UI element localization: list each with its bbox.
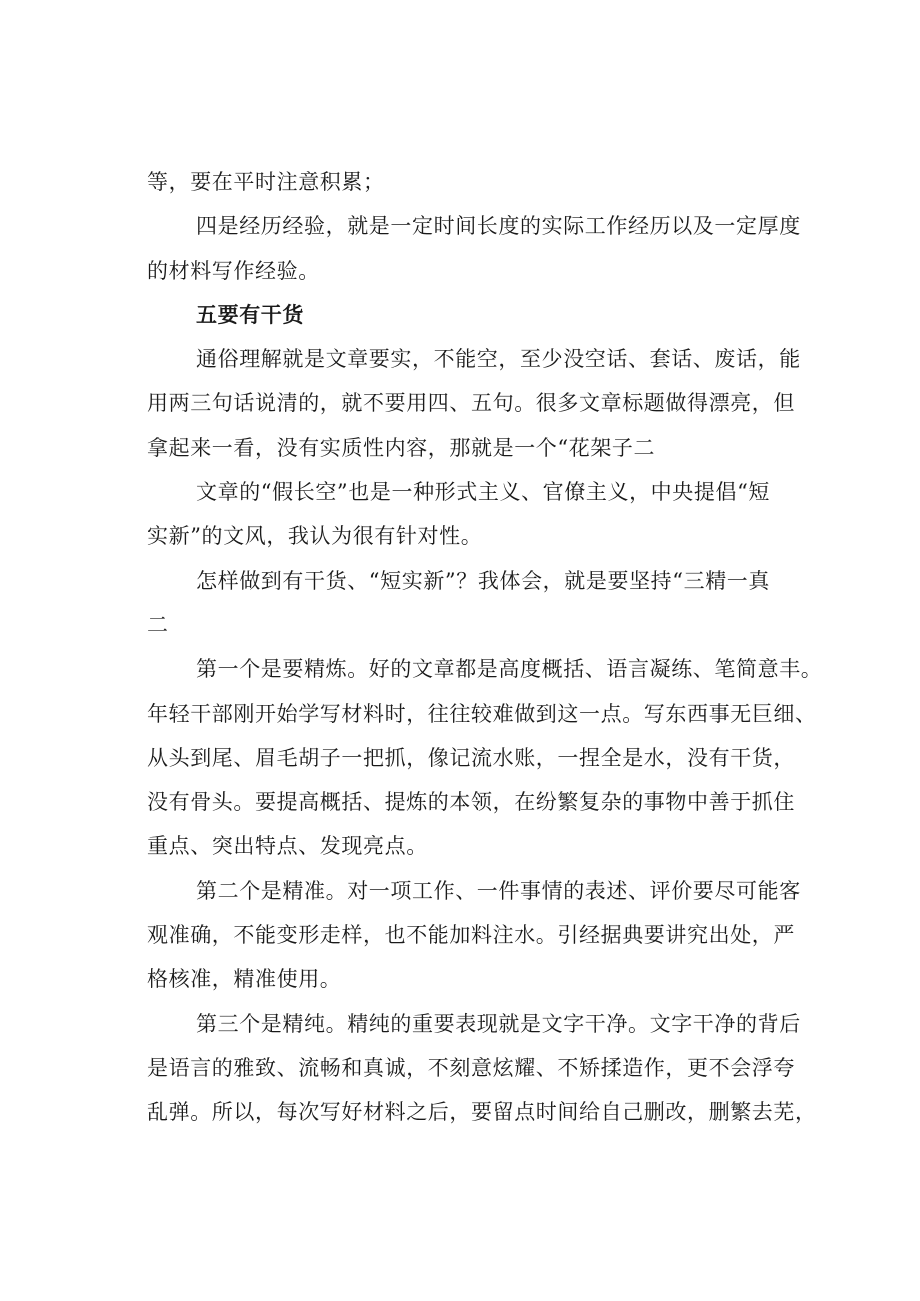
text-line: 的材料写作经验。 [147,258,320,283]
document-body [147,160,827,1135]
text-line: 乱弹。所以，每次写好材料之后，要留点时间给自己删改，删繁去芜， [147,1100,817,1125]
text-line: 实新”的文风，我认为很有针对性。 [147,524,483,549]
text-line: 拿起来一看，没有实质性内容，那就是一个“花架子二 [147,435,656,460]
text-line: 用两三句话说清的，就不要用四、五句。很多文章标题做得漂亮，但 [147,391,795,416]
text-line: 通俗理解就是文章要实，不能空，至少没空话、套话、废话，能 [196,347,801,372]
text-line: 等，要在平时注意积累； [147,170,385,194]
text-line: 是语言的雅致、流畅和真诚，不刻意炫耀、不矫揉造作，更不会浮夸 [147,1055,795,1080]
section-heading: 五要有干货 [196,302,304,327]
text-line: 四是经历经验，就是一定时间长度的实际工作经历以及一定厚度 [196,214,801,239]
text-line: 观准确，不能变形走样，也不能加料注水。引经据典要讲究出处，严 [147,923,795,948]
text-line: 从头到尾、眉毛胡子一把抓，像记流水账，一捏全是水，没有干货， [147,745,795,770]
text-line: 格核准，精准使用。 [147,967,342,992]
text-line: 年轻干部刚开始学写材料时，往往较难做到这一点。写东西事无巨细、 [147,701,817,726]
text-line: 第一个是要精炼。好的文章都是高度概括、语言凝练、笔简意丰。 [196,657,823,682]
text-line: 文章的“假长空”也是一种形式主义、官僚主义，中央提倡“短 [196,480,771,505]
text-line: 第三个是精纯。精纯的重要表现就是文字干净。文字干净的背后 [196,1011,801,1036]
text-line: 重点、突出特点、发现亮点。 [147,834,428,859]
text-line: 二 [147,612,169,637]
text-line: 没有骨头。要提高概括、提炼的本领，在纷繁复杂的事物中善于抓住 [147,790,795,815]
text-line: 怎样做到有干货、“短实新”？我体会，就是要坚持“三精一真 [196,568,771,593]
text-line: 第二个是精准。对一项工作、一件事情的表述、评价要尽可能客 [196,878,801,903]
